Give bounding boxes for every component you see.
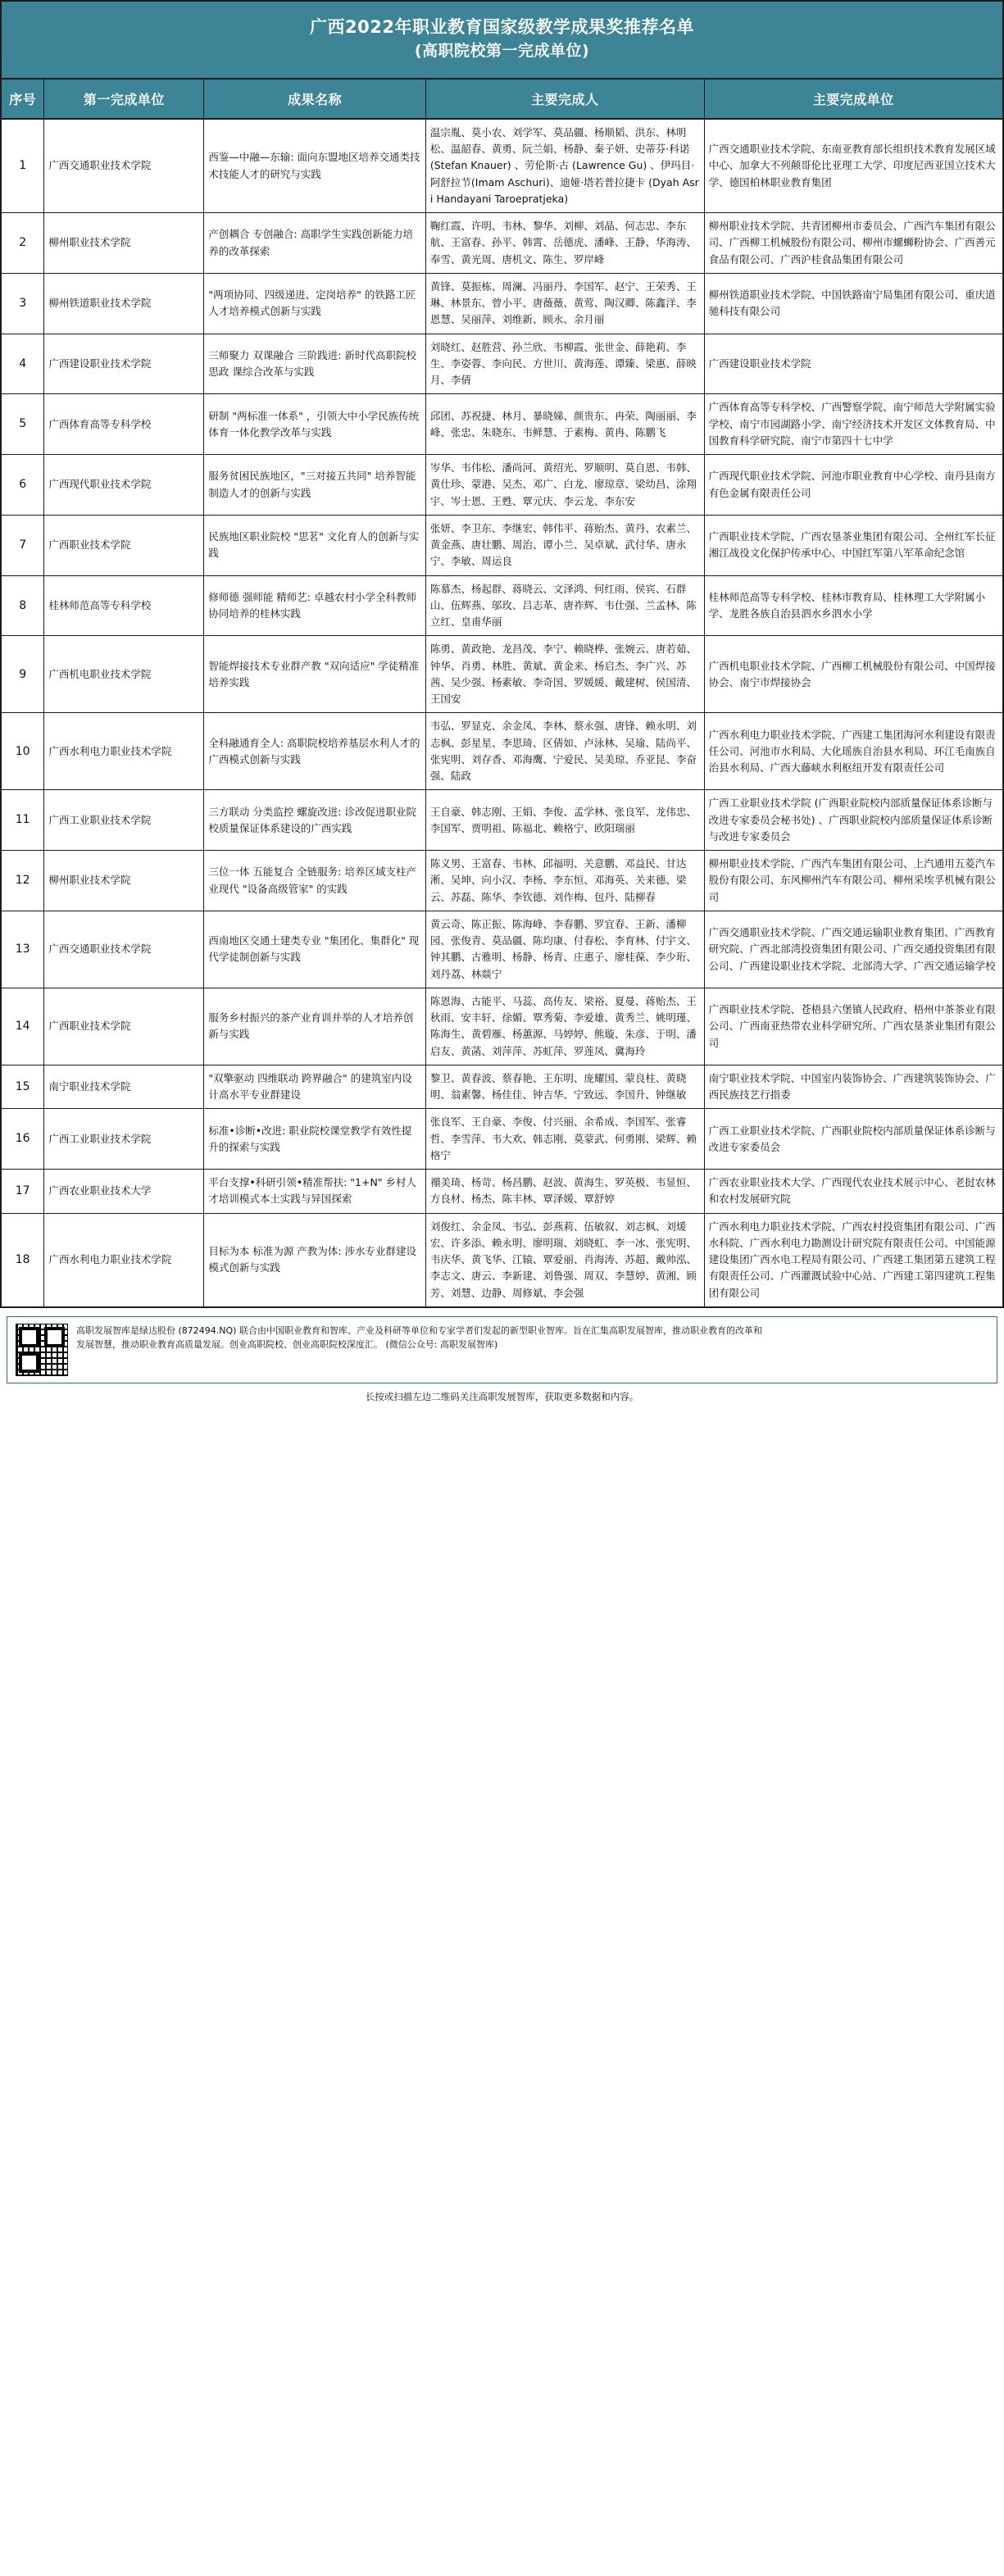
row-achievement-name: 西鉴—中融—东输: 面向东盟地区培养交通类技术技能人才的研究与实践 (204, 119, 426, 213)
column-header-seq: 序号 (1, 79, 44, 119)
footer-text (76, 1324, 988, 1352)
row-main-contributors: 黎卫、黄春波、蔡春艳、王东明、庞耀国、蒙良柱、黄晓明、翁素馨、杨佳佳、钟吉华、宁致远、李国升、钟继敏 (425, 1065, 704, 1109)
row-main-contributors: 王自豪、韩志刚、王娟、李俊、孟学林、张良军、龙伟忠、李国军、贾明祖、陈福北、赖格宁、欧阳瑞丽 (425, 790, 704, 851)
table-row (1, 988, 1003, 1065)
row-main-units: 广西建设职业技术学院 (704, 334, 1003, 394)
row-achievement-name: 服务乡村振兴的茶产业育训并举的人才培养创新与实践 (204, 988, 426, 1065)
row-seq: 2 (1, 213, 44, 274)
row-main-units: 广西工业职业技术学院 (广西职业院校内部质量保证体系诊断与改进专家委员会秘书处) 、广西职业院校内部质量保证体系诊断与改进专家委员会 (704, 790, 1003, 851)
footer-disclaimer-box (7, 1316, 997, 1383)
row-seq: 8 (1, 575, 44, 636)
table-row (1, 851, 1003, 911)
row-achievement-name: 平台支撑•科研引领•精准帮扶: "1+N" 乡村人才培训模式本土实践与异国探索 (204, 1170, 426, 1214)
document-title-bar (0, 0, 1004, 78)
row-achievement-name: 三位一体 五能复合 全链服务: 培养区域支柱产业现代 "设备高级管家" 的实践 (204, 851, 426, 911)
row-achievement-name: 目标为本 标准为源 产教为体: 涉水专业群建设模式创新与实践 (204, 1213, 426, 1307)
row-main-contributors: 邱团、苏祝捷、林月、暴晓娣、颜贵东、冉荣、陶丽丽、李峰、张忠、朱晓东、韦鲜慧、于素梅、黄冉、陈鹏飞 (425, 394, 704, 455)
row-seq: 1 (1, 119, 44, 213)
table-row (1, 713, 1003, 790)
row-main-contributors: 张妍、李卫东、李继宏、韩伟平、蒋贻杰、黄丹、农素兰、黄金燕、唐壮鹏、周治、谭小兰、吴卓斌、武付华、唐永宁、李敏、周运良 (425, 515, 704, 575)
table-row (1, 1065, 1003, 1109)
row-achievement-name: 民族地区职业院校 "思茗" 文化育人的创新与实践 (204, 515, 426, 575)
footer-scan-note: 长按或扫描左边二维码关注高职发展智库，获取更多数据和内容。 (365, 1390, 639, 1402)
row-achievement-name: 修师德 强师能 精师艺: 卓越农村小学全科教师协同培养的桂林实践 (204, 575, 426, 636)
row-main-contributors: 黄云奇、陈正振、陈海峰、李春鹏、罗宜春、王新、潘柳园、张俊青、莫品疆、陈均康、付春松、李育林、付宇文、钟其鹏、古雅明、杨静、杨青、庄惠子、廖桂葆、李少珩、刘丹荔、林燚宁 (425, 911, 704, 988)
row-first-unit: 柳州职业技术学院 (44, 213, 204, 274)
row-seq: 10 (1, 713, 44, 790)
table-row (1, 334, 1003, 394)
row-seq: 17 (1, 1170, 44, 1214)
row-main-contributors: 陈慕杰、杨起群、蒋晓云、文泽鸿、何红雨、侯宾、石群山、伍辉燕、邬玫、吕志革、唐祚辉、韦仕强、兰孟林、陈立红、皇甫华丽 (425, 575, 704, 636)
row-first-unit: 广西工业职业技术学院 (44, 1109, 204, 1170)
row-first-unit: 广西农业职业技术大学 (44, 1170, 204, 1214)
row-main-units: 广西水利电力职业技术学院、广西建工集团海河水利建设有限责任公司、河池市水利局、大化瑶族自治县水利局、环江毛南族自治县水利局、广西大藤峡水利枢纽开发有限责任公司 (704, 713, 1003, 790)
row-main-contributors: 鞠红霞、许明、韦林、黎华、刘柳、刘晶、何志忠、李东航、王富春、孙平、韩霄、岳德虎、潘峰、王静、华海涛、奉雪、黄光周、唐机文、陈生、罗岸峰 (425, 213, 704, 274)
table-row (1, 213, 1003, 274)
row-main-contributors: 刘晓红、赵胜营、孙兰欣、韦柳霞、张世金、薛艳莉、李生、李姿蓉、李向民、方世川、黄海莲、谭臻、梁惠、薛映月、李倩 (425, 334, 704, 394)
row-main-contributors: 陈勇、黄政艳、龙昌茂、李宁、赖晓桦、张婉云、唐若茹、钟华、肖勇、林胜、黄斌、黄金来、杨启杰、李广兴、苏茜、吴少强、杨素敏、李奇国、罗媛媛、戴建树、侯国清、王国安 (425, 636, 704, 713)
row-main-units: 广西工业职业技术学院、广西职业院校内部质量保证体系诊断与改进专家委员会 (704, 1109, 1003, 1170)
row-main-units: 广西农业职业技术大学、广西现代农业技术展示中心、老挝农林和农村发展研究院 (704, 1170, 1003, 1214)
row-achievement-name: 服务贫困民族地区，"三对接五共同" 培养智能制造人才的创新与实践 (204, 455, 426, 516)
table-row (1, 636, 1003, 713)
table-header-row (1, 79, 1003, 119)
row-achievement-name: 标准•诊断•改进: 职业院校课堂教学有效性提升的探索与实践 (204, 1109, 426, 1170)
table-body (1, 119, 1003, 1307)
row-achievement-name: 产创耦合 专创融合: 高职学生实践创新能力培养的改革探索 (204, 213, 426, 274)
row-main-units: 广西现代职业技术学院、河池市职业教育中心学校、南丹县南方有色金属有限责任公司 (704, 455, 1003, 516)
award-list-table (0, 78, 1004, 1308)
row-seq: 6 (1, 455, 44, 516)
table-row (1, 1170, 1003, 1214)
row-first-unit: 广西机电职业技术学院 (44, 636, 204, 713)
row-achievement-name: "两项协同、四级递进、定岗培养" 的铁路工匠人才培养模式创新与实践 (204, 273, 426, 334)
row-seq: 9 (1, 636, 44, 713)
row-main-contributors: 陈义男、王富春、韦林、邱福明、关意鹏、邓益民、甘达淅、吴坤、向小汉、李杨、李东恒、邓海英、关来德、梁云、苏磊、陈华、李钦德、刘作梅、包丹、陆柳春 (425, 851, 704, 911)
row-main-units: 广西机电职业技术学院、广西柳工机械股份有限公司、中国焊接协会、南宁市焊接协会 (704, 636, 1003, 713)
row-main-units: 柳州职业技术学院、广西汽车集团有限公司、上汽通用五菱汽车股份有限公司、东风柳州汽车有限公司、柳州采埃孚机械有限公司 (704, 851, 1003, 911)
row-first-unit: 广西现代职业技术学院 (44, 455, 204, 516)
row-main-units: 广西交通职业技术学院、东南亚教育部长组织技术教育发展区域中心、加拿大不列颠哥伦比亚理工大学、印度尼西亚国立技术大学、德国柏林职业教育集团 (704, 119, 1003, 213)
row-first-unit: 桂林师范高等专科学校 (44, 575, 204, 636)
table-row (1, 119, 1003, 213)
row-main-contributors: 张良军、王自豪、李俊、付兴丽、余希成、李国军、张睿哲、李雪萍、韦大欢、韩志刚、莫蒙武、何勇刚、梁辉、赖格宁 (425, 1109, 704, 1170)
column-header-main-units: 主要完成单位 (704, 79, 1003, 119)
row-seq: 14 (1, 988, 44, 1065)
footer-note-line1: 高职发展智库是绿达股份 (872494.NQ) 联合由中国职业教育和智库、产业及科研等单位和专家学者们发起的新型职业智库。旨在汇集高职发展智库，推动职业教育的改革和 (76, 1324, 762, 1336)
column-header-main-contributors: 主要完成人 (425, 79, 704, 119)
row-achievement-name: 研制 "两标准一体系" ，引领大中小学民族传统体育一体化教学改革与实践 (204, 394, 426, 455)
row-main-contributors: 禤美琦、杨苛、杨昌鹏、赵波、黄海生、罗英极、韦显恒、方良材、杨杰、陈丰林、覃泽媛、覃舒婷 (425, 1170, 704, 1214)
row-main-units: 广西体育高等专科学校、广西警察学院、南宁师范大学附属实验学校、南宁市园湖路小学、南宁经济技术开发区文体教育局、中国教育科学研究院、南宁市第四十七中学 (704, 394, 1003, 455)
row-first-unit: 广西建设职业技术学院 (44, 334, 204, 394)
row-first-unit: 南宁职业技术学院 (44, 1065, 204, 1109)
table-row (1, 515, 1003, 575)
row-achievement-name: "双擎驱动 四维联动 跨界融合" 的建筑室内设计高水平专业群建设 (204, 1065, 426, 1109)
row-main-units: 桂林师范高等专科学校、桂林市教育局、桂林理工大学附属小学、龙胜各族自治县泗水乡泗水小学 (704, 575, 1003, 636)
table-row (1, 790, 1003, 851)
footer-note-line2: 发展智慧，推动职业教育高质量发展。创业高职院校、创业高职院校深度汇。 (微信公众号: 高职发展智库) (76, 1338, 498, 1350)
row-main-units: 广西职业技术学院、苍梧县六堡镇人民政府、梧州中茶茶业有限公司、广西南亚热带农业科学研究所、广西农垦茶业集团有限公司 (704, 988, 1003, 1065)
row-achievement-name: 三方联动 分类监控 螺旋改进: 诊改促进职业院校质量保证体系建设的广西实践 (204, 790, 426, 851)
table-row (1, 911, 1003, 988)
row-first-unit: 广西交通职业技术学院 (44, 119, 204, 213)
row-main-contributors: 温宗胤、莫小农、刘学军、莫品疆、杨顺韬、洪东、林明松、温韶春、黄勇、阮兰娟、杨静、秦子妍、史蒂芬·科诺 (Stefan Knauer) 、劳伦斯·古 (Lawrence Gu) 、伊玛目·阿舒拉节(Imam Aschuri)、迪娅·塔若普拉捷卡 (Dyah Asri Handayani Taroepratjeka) (425, 119, 704, 213)
row-achievement-name: 智能焊接技术专业群产教 "双向适应" 学徒精准培养实践 (204, 636, 426, 713)
row-main-units: 广西职业技术学院、广西农垦茶业集团有限公司、全州红军长征湘江战役文化保护传承中心、中国红军第八军革命纪念馆 (704, 515, 1003, 575)
row-achievement-name: 三师聚力 双课融合 三阶践进: 新时代高职院校思政 课综合改革与实践 (204, 334, 426, 394)
row-first-unit: 广西工业职业技术学院 (44, 790, 204, 851)
row-achievement-name: 西南地区交通土建类专业 "集团化、集群化" 现代学徒制创新与实践 (204, 911, 426, 988)
row-seq: 7 (1, 515, 44, 575)
row-main-units: 南宁职业技术学院、中国室内装饰协会、广西建筑装饰协会、广西民族技艺行指委 (704, 1065, 1003, 1109)
row-seq: 16 (1, 1109, 44, 1170)
row-main-units: 柳州铁道职业技术学院、中国铁路南宁局集团有限公司、重庆道驰科技有限公司 (704, 273, 1003, 334)
row-seq: 5 (1, 394, 44, 455)
table-row (1, 273, 1003, 334)
row-first-unit: 柳州职业技术学院 (44, 851, 204, 911)
row-achievement-name: 全科融通育全人: 高职院校培养基层水利人才的广西模式创新与实践 (204, 713, 426, 790)
row-main-contributors: 黄锋、莫振栋、周澜、冯丽丹、李国军、赵宁、王荣秀、王琳、林景东、曾小平、唐薇薇、黄莺、陶汉卿、陈鑫洋、李恩慧、吴丽萍、刘维新、顾永、余月丽 (425, 273, 704, 334)
row-seq: 12 (1, 851, 44, 911)
column-header-achievement-name: 成果名称 (204, 79, 426, 119)
row-first-unit: 广西水利电力职业技术学院 (44, 1213, 204, 1307)
page-subtitle: (高职院校第一完成单位) (414, 42, 590, 61)
row-first-unit: 广西体育高等专科学校 (44, 394, 204, 455)
row-first-unit: 广西职业技术学院 (44, 988, 204, 1065)
row-seq: 13 (1, 911, 44, 988)
page-title: 广西2022年职业教育国家级教学成果奖推荐名单 (310, 17, 694, 37)
table-row (1, 455, 1003, 516)
row-first-unit: 广西职业技术学院 (44, 515, 204, 575)
row-main-contributors: 岑华、韦伟松、潘尚河、黄绍光、罗顺明、莫自恩、韦韩、黄仕珍、蒙港、吴杰、邓广、白龙、廖琼章、梁幼昌、涂翔宇、岑士恩、王甦、覃元庆、李云龙、李东安 (425, 455, 704, 516)
row-main-contributors: 陈恩海、古能平、马蕊、高传友、梁裕、夏曼、蒋贻杰、王秋雨、安丰轩、徐媚、覃秀菊、李爱雄、黄秀兰、姚明瑾、陈海生、黄碧雁、杨蕙源、马婷婷、熊璇、朱彦、于明、潘启友、黄菡、刘萍萍、苏虹萍、罗莲凤、冀海玲 (425, 988, 704, 1065)
table-row (1, 1213, 1003, 1307)
row-first-unit: 广西水利电力职业技术学院 (44, 713, 204, 790)
column-header-first-unit: 第一完成单位 (44, 79, 204, 119)
row-first-unit: 广西交通职业技术学院 (44, 911, 204, 988)
table-row (1, 394, 1003, 455)
row-first-unit: 柳州铁道职业技术学院 (44, 273, 204, 334)
row-main-contributors: 韦弘、罗显克、余金凤、李林、蔡永强、唐锋、赖永明、刘志枫、彭星星、李思琦、区倩如、卢泳林、吴瑜、陆尚平、张宪明、刘存香、邓海鹰、宁爱民、吴美琼、乔亚昆、李奋强、陆政 (425, 713, 704, 790)
row-main-contributors: 刘俊红、余金凤、韦弘、彭燕莉、伍敏叙、刘志枫、刘煖宏、许多添、赖永明、廖明瑞、刘晓虹、李一冰、张宪明、韦庆华、黄飞华、江辕、覃爱丽、肖海涛、苏超、戴帅泓、李志文、唐云、李新建、刘鲁强、周双、李慧婷、黄湘、顾芳、刘慧、边静、周修斌、李会强 (425, 1213, 704, 1307)
table-row (1, 1109, 1003, 1170)
row-seq: 18 (1, 1213, 44, 1307)
row-seq: 15 (1, 1065, 44, 1109)
row-main-units: 柳州职业技术学院、共青团柳州市委员会、广西汽车集团有限公司、广西柳工机械股份有限公司、柳州市螺蛳粉协会、广西善元食品有限公司、广西沪桂食品集团有限公司 (704, 213, 1003, 274)
row-main-units: 广西交通职业技术学院、广西交通运输职业教育集团、广西教育研究院、广西北部湾投资集团有限公司、广西交通投资集团有限公司、广西建设职业技术学院、北部湾大学、广西交通运输学校 (704, 911, 1003, 988)
row-seq: 3 (1, 273, 44, 334)
table-header (1, 79, 1003, 119)
table-row (1, 575, 1003, 636)
qr-code-icon (16, 1324, 68, 1376)
row-main-units: 广西水利电力职业技术学院、广西农村投资集团有限公司、广西水科院、广西水利电力勘测设计研究院有限责任公司、中国能源建设集团广西水电工程局有限公司、广西建工集团第五建筑工程有限责任公司、广西灌溉试验中心站、广西建工第四建筑工程集团有限公司 (704, 1213, 1003, 1307)
row-seq: 4 (1, 334, 44, 394)
row-seq: 11 (1, 790, 44, 851)
